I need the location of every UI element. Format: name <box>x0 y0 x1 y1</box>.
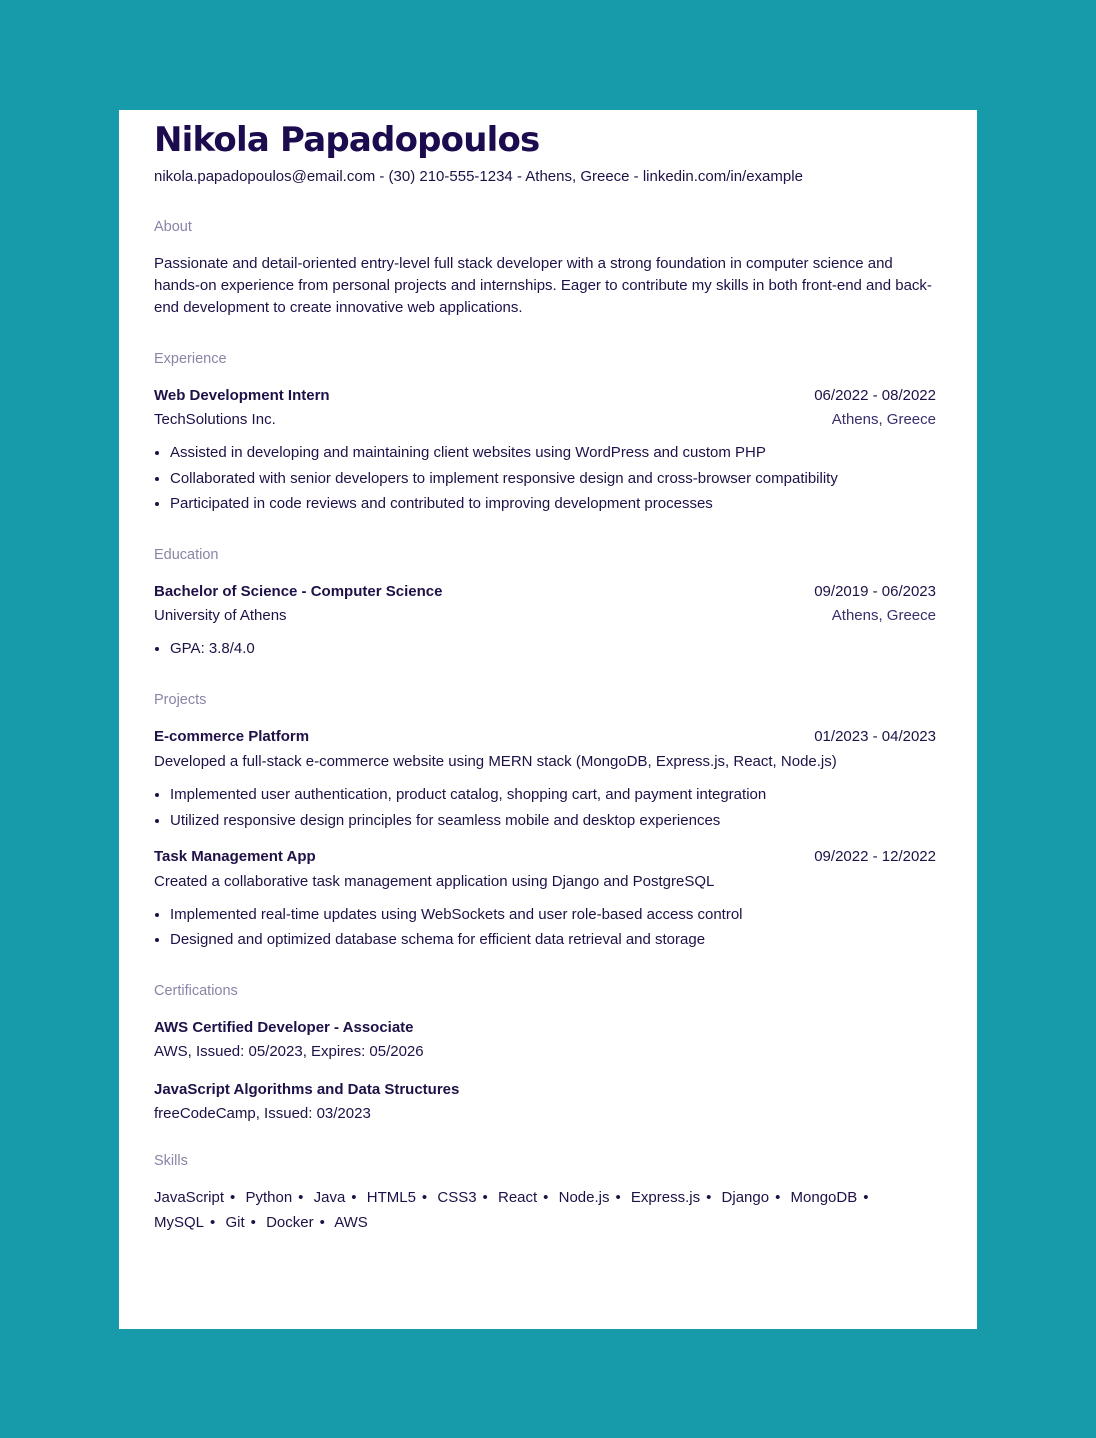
certification-title: JavaScript Algorithms and Data Structures <box>154 1081 460 1098</box>
certification-dates: , Issued: 05/2023, Expires: 05/2026 <box>187 1043 424 1060</box>
project-title: Task Management App <box>154 847 316 865</box>
certification-dates: , Issued: 03/2023 <box>255 1105 371 1122</box>
project-title: E-commerce Platform <box>154 728 310 745</box>
skill-separator: • <box>351 1189 357 1206</box>
skill-item: Django <box>721 1189 770 1206</box>
list-item: • Implemented user authentication, product catalog, shopping cart, and payment integration <box>170 784 936 806</box>
job-location: Athens, Greece <box>831 411 936 428</box>
skills-heading: Skills <box>154 1153 188 1169</box>
list-item: • Designed and optimized database schema for efficient data retrieval and storage <box>170 929 936 951</box>
skill-separator: • <box>615 1189 621 1206</box>
about-heading: About <box>154 219 192 235</box>
list-item: • Utilized responsive design principles for seamless mobile and desktop experiences <box>170 810 936 832</box>
company-name: TechSolutions Inc. <box>154 411 276 428</box>
project-dates: 01/2023 - 04/2023 <box>814 728 936 745</box>
skill-separator: • <box>706 1189 712 1206</box>
projects-heading: Projects <box>154 692 207 708</box>
skill-item: MySQL <box>154 1214 205 1231</box>
certification-title: AWS Certified Developer - Associate <box>154 1019 414 1036</box>
skill-item: HTML5 <box>366 1189 416 1206</box>
skill-item: MongoDB <box>790 1189 858 1206</box>
job-dates: 06/2022 - 08/2022 <box>814 387 936 404</box>
project-entry <box>154 846 936 952</box>
skill-separator: • <box>543 1189 549 1206</box>
school-name: University of Athens <box>154 607 287 624</box>
project-bullets <box>154 904 936 952</box>
skill-separator: • <box>210 1214 216 1231</box>
about-text: Passionate and detail-oriented entry-level full stack developer with a strong foundation in computer science and hands-on experience from personal projects and internships. Eager to contribute my skills in both front-end and back-end development to create innovative web applications. <box>154 255 932 316</box>
skill-separator: • <box>863 1189 869 1206</box>
project-description: Created a collaborative task management application using Django and PostgreSQL <box>154 872 715 890</box>
education-heading: Education <box>154 547 219 563</box>
list-item: • Participated in code reviews and contributed to improving development processes <box>170 493 936 515</box>
list-item: • Collaborated with senior developers to implement responsive design and cross-browser compatibility <box>170 468 936 490</box>
degree-dates: 09/2019 - 06/2023 <box>814 583 936 600</box>
experience-heading: Experience <box>154 351 227 367</box>
education-bullets <box>154 638 936 660</box>
certification-entry <box>154 1017 936 1063</box>
skill-separator: • <box>250 1214 256 1231</box>
certifications-heading: Certifications <box>154 983 238 999</box>
experience-entry <box>154 385 936 515</box>
candidate-name: Nikola Papadopoulos <box>154 120 540 160</box>
skill-item: Docker <box>266 1214 314 1231</box>
skill-separator: • <box>775 1189 781 1206</box>
skill-item: Java <box>313 1189 346 1206</box>
project-dates: 09/2022 - 12/2022 <box>814 847 936 865</box>
list-item: • GPA: 3.8/4.0 <box>170 638 936 660</box>
contact-line: nikola.papadopoulos@email.com - (30) 210-555-1234 - Athens, Greece - linkedin.com/in/example <box>154 168 803 185</box>
project-bullets <box>154 784 936 832</box>
certification-details <box>154 1103 936 1125</box>
skill-separator: • <box>298 1189 304 1206</box>
list-item: • Assisted in developing and maintaining client websites using WordPress and custom PHP <box>170 442 936 464</box>
project-entry <box>154 726 936 832</box>
job-title: Web Development Intern <box>154 387 330 404</box>
project-description: Developed a full-stack e-commerce website using MERN stack (MongoDB, Express.js, React, Node.js) <box>154 753 837 770</box>
degree-title: Bachelor of Science - Computer Science <box>154 583 443 600</box>
skill-item: React <box>497 1189 538 1206</box>
list-item: • Implemented real-time updates using WebSockets and user role-based access control <box>170 904 936 926</box>
school-location: Athens, Greece <box>831 607 936 624</box>
skill-separator: • <box>421 1189 428 1206</box>
skill-item: Python <box>245 1189 293 1206</box>
skill-separator: • <box>230 1189 236 1206</box>
certification-entry <box>154 1079 936 1125</box>
skill-item: Node.js <box>558 1189 610 1206</box>
resume-page <box>119 110 977 1329</box>
skills-list <box>154 1185 936 1235</box>
skill-item: Git <box>225 1214 245 1231</box>
skill-separator: • <box>482 1189 488 1206</box>
skill-item: AWS <box>334 1214 368 1231</box>
certification-details <box>154 1041 936 1063</box>
job-bullets <box>154 442 936 515</box>
skill-item: CSS3 <box>437 1189 477 1206</box>
certification-issuer: AWS <box>154 1043 188 1060</box>
skill-separator: • <box>319 1214 325 1231</box>
certification-issuer: freeCodeCamp <box>154 1105 256 1122</box>
education-entry <box>154 581 936 660</box>
skill-item: JavaScript <box>154 1189 225 1206</box>
skill-item: Express.js <box>630 1189 701 1206</box>
